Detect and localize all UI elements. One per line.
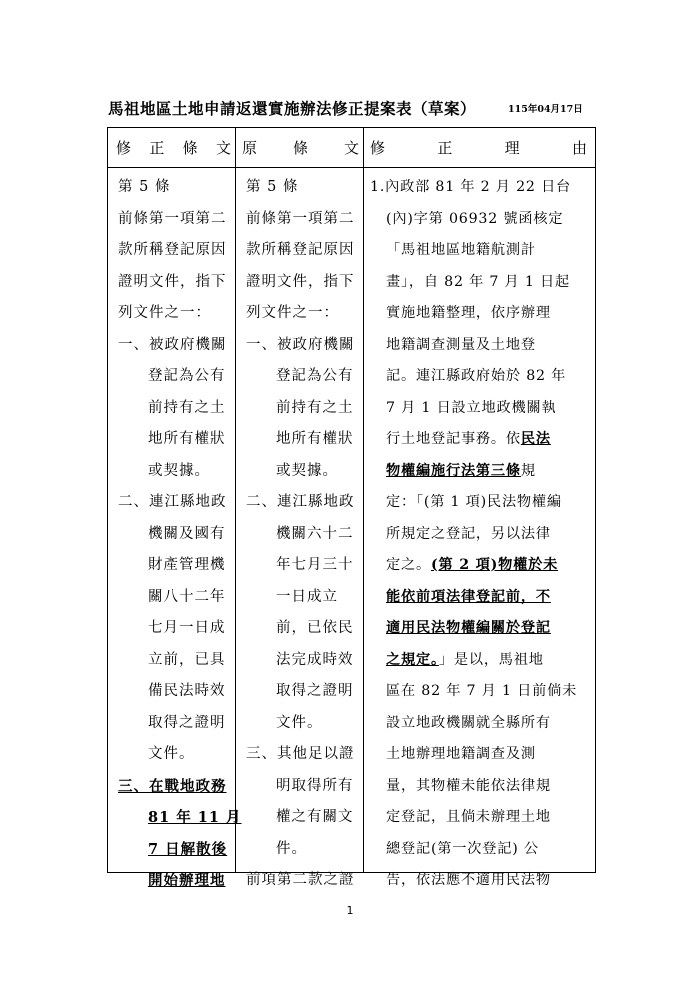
amended-text: 在戰地政務 xyxy=(149,777,227,795)
text-line xyxy=(364,582,595,614)
list-item xyxy=(108,771,235,803)
column-header-char: 文 xyxy=(215,139,231,157)
plain-text: 」是以，馬祖地 xyxy=(438,651,544,668)
plain-text: 行土地登記事務。依 xyxy=(386,431,521,447)
text-line: 或契據。 xyxy=(148,462,210,479)
column-header-char: 條 xyxy=(292,139,308,157)
amendment-table xyxy=(107,127,596,889)
amended-text-cell xyxy=(108,168,242,889)
column-header-char: 正 xyxy=(149,139,165,157)
text-line: 地籍調查測量及土地登 xyxy=(386,336,536,353)
text-line: 年七月三十 xyxy=(276,557,354,573)
text-line xyxy=(364,645,595,677)
text-line: 法完成時效 xyxy=(276,651,354,668)
quoted-law-text: 適用民法物權編關於登記 xyxy=(386,620,551,636)
text-line: 區在 82 年 7 月 1 日前倘未 xyxy=(386,683,578,699)
text-line: 定：「(第 1 項)民法物權編 xyxy=(386,494,562,510)
text-line: 明取得所有 xyxy=(276,777,354,794)
text-line: 證明文件，指下 xyxy=(246,273,355,290)
text-line xyxy=(364,613,595,645)
original-text-cell xyxy=(236,168,364,888)
text-line: 前，已依民 xyxy=(276,620,354,636)
text-line: 立前，已具 xyxy=(148,651,226,668)
text-line: 第 5 條 xyxy=(246,179,299,195)
text-line: 土地辦理地籍調查及測 xyxy=(386,746,536,762)
text-line: 記。連江縣政府始於 82 年 xyxy=(386,368,567,384)
list-item: 二、連江縣地政 xyxy=(246,494,355,510)
text-line: 機關六十二 xyxy=(276,525,354,542)
text-line: 1.內政部 81 年 2 月 22 日台 xyxy=(370,179,572,195)
text-line: 列文件之一： xyxy=(246,305,339,321)
text-line xyxy=(108,802,242,834)
text-line: 畫」，自 82 年 7 月 1 日起 xyxy=(386,273,570,290)
page-number: 1 xyxy=(346,904,354,917)
text-line: 機關及國有 xyxy=(148,525,226,542)
column-header-char: 條 xyxy=(182,139,198,157)
quoted-law-text: (第 2 項)物權於未 xyxy=(430,557,559,573)
text-line: 前項第二款之證 xyxy=(246,872,355,888)
text-line: 款所稱登記原因 xyxy=(246,242,355,258)
amended-text: 開始辦理地 xyxy=(148,872,226,889)
amended-text: 81 年 11 月 xyxy=(148,809,242,826)
law-reference: 物權編施行法第三條 xyxy=(386,462,521,479)
column-header-char: 由 xyxy=(571,139,587,157)
text-line xyxy=(108,865,235,897)
plain-text: 規 xyxy=(520,462,536,479)
text-line: 設立地政機關就全縣所有 xyxy=(386,714,551,731)
text-line: 證明文件，指下 xyxy=(118,273,227,290)
law-reference: 民法 xyxy=(520,431,551,447)
text-line xyxy=(364,456,595,488)
column-header-char: 理 xyxy=(504,139,520,157)
list-item: 一、被政府機關 xyxy=(246,336,355,353)
text-line: 登記為公有 xyxy=(148,368,226,384)
text-line: 件。 xyxy=(276,840,307,857)
list-marker: 三、 xyxy=(118,777,149,795)
table-header-row xyxy=(108,128,596,168)
text-line xyxy=(364,424,595,456)
text-line: 前持有之土 xyxy=(148,399,226,416)
list-item: 二、連江縣地政 xyxy=(118,494,227,510)
quoted-law-text: 能依前項法律登記前，不 xyxy=(386,588,551,605)
column-header-reason xyxy=(364,128,596,168)
amended-text: 7 日解散後 xyxy=(148,840,228,858)
text-line: 取得之證明 xyxy=(148,714,226,731)
text-line: 登記為公有 xyxy=(276,368,354,384)
text-line: 權之有關文 xyxy=(276,809,354,825)
text-line: 實施地籍整理，依序辦理 xyxy=(386,305,551,321)
list-item: 一、被政府機關 xyxy=(118,336,227,353)
plain-text: 定之。 xyxy=(386,557,431,573)
list-item: 三、其他足以證 xyxy=(246,746,355,762)
text-line: 地所有權狀 xyxy=(148,431,226,447)
column-header-amended-text xyxy=(108,128,236,168)
text-line: 文件。 xyxy=(148,746,195,762)
text-line: 第 5 條 xyxy=(118,179,171,195)
document-date: 115年04月17日 xyxy=(508,104,583,115)
reason-cell xyxy=(364,168,596,888)
column-header-char: 修 xyxy=(116,139,132,157)
text-line: 文件。 xyxy=(276,714,323,731)
column-header-char: 正 xyxy=(437,139,453,157)
text-line: 關八十二年 xyxy=(148,588,226,605)
text-line: 備民法時效 xyxy=(148,683,226,699)
table-row xyxy=(108,168,596,873)
text-line: 量，其物權未能依法律規 xyxy=(386,777,551,794)
text-line xyxy=(364,550,595,582)
text-line: 前持有之土 xyxy=(276,399,354,416)
text-line: 地所有權狀 xyxy=(276,431,354,447)
quoted-law-text: 之規定。 xyxy=(386,651,439,668)
text-line: 7 月 1 日設立地政機關執 xyxy=(386,399,557,416)
text-line: (內)字第 06932 號函核定 xyxy=(386,210,564,227)
text-line: 款所稱登記原因 xyxy=(118,242,227,258)
column-header-original-text xyxy=(236,128,364,168)
text-line: 前條第一項第二 xyxy=(118,210,227,227)
text-line: 列文件之一： xyxy=(118,305,211,321)
text-line: 一日成立 xyxy=(276,588,338,605)
text-line: 定登記，且倘未辦理土地 xyxy=(386,809,551,825)
page-title: 馬祖地區土地申請返還實施辦法修正提案表（草案） xyxy=(108,99,477,118)
text-line: 告，依法應不適用民法物 xyxy=(386,872,551,888)
text-line: 取得之證明 xyxy=(276,683,354,699)
column-header-char: 文 xyxy=(343,139,359,157)
text-line: 七月一日成 xyxy=(148,620,226,636)
text-line: 財產管理機 xyxy=(148,557,226,573)
text-line: 或契據。 xyxy=(276,462,338,479)
text-line xyxy=(108,834,235,866)
column-header-char: 修 xyxy=(370,139,386,157)
text-line: 所規定之登記，另以法律 xyxy=(386,525,551,542)
text-line: 前條第一項第二 xyxy=(246,210,355,227)
text-line: 「馬祖地區地籍航測計 xyxy=(386,242,536,258)
text-line: 總登記(第一次登記) 公 xyxy=(386,840,539,857)
column-header-char: 原 xyxy=(242,139,258,157)
